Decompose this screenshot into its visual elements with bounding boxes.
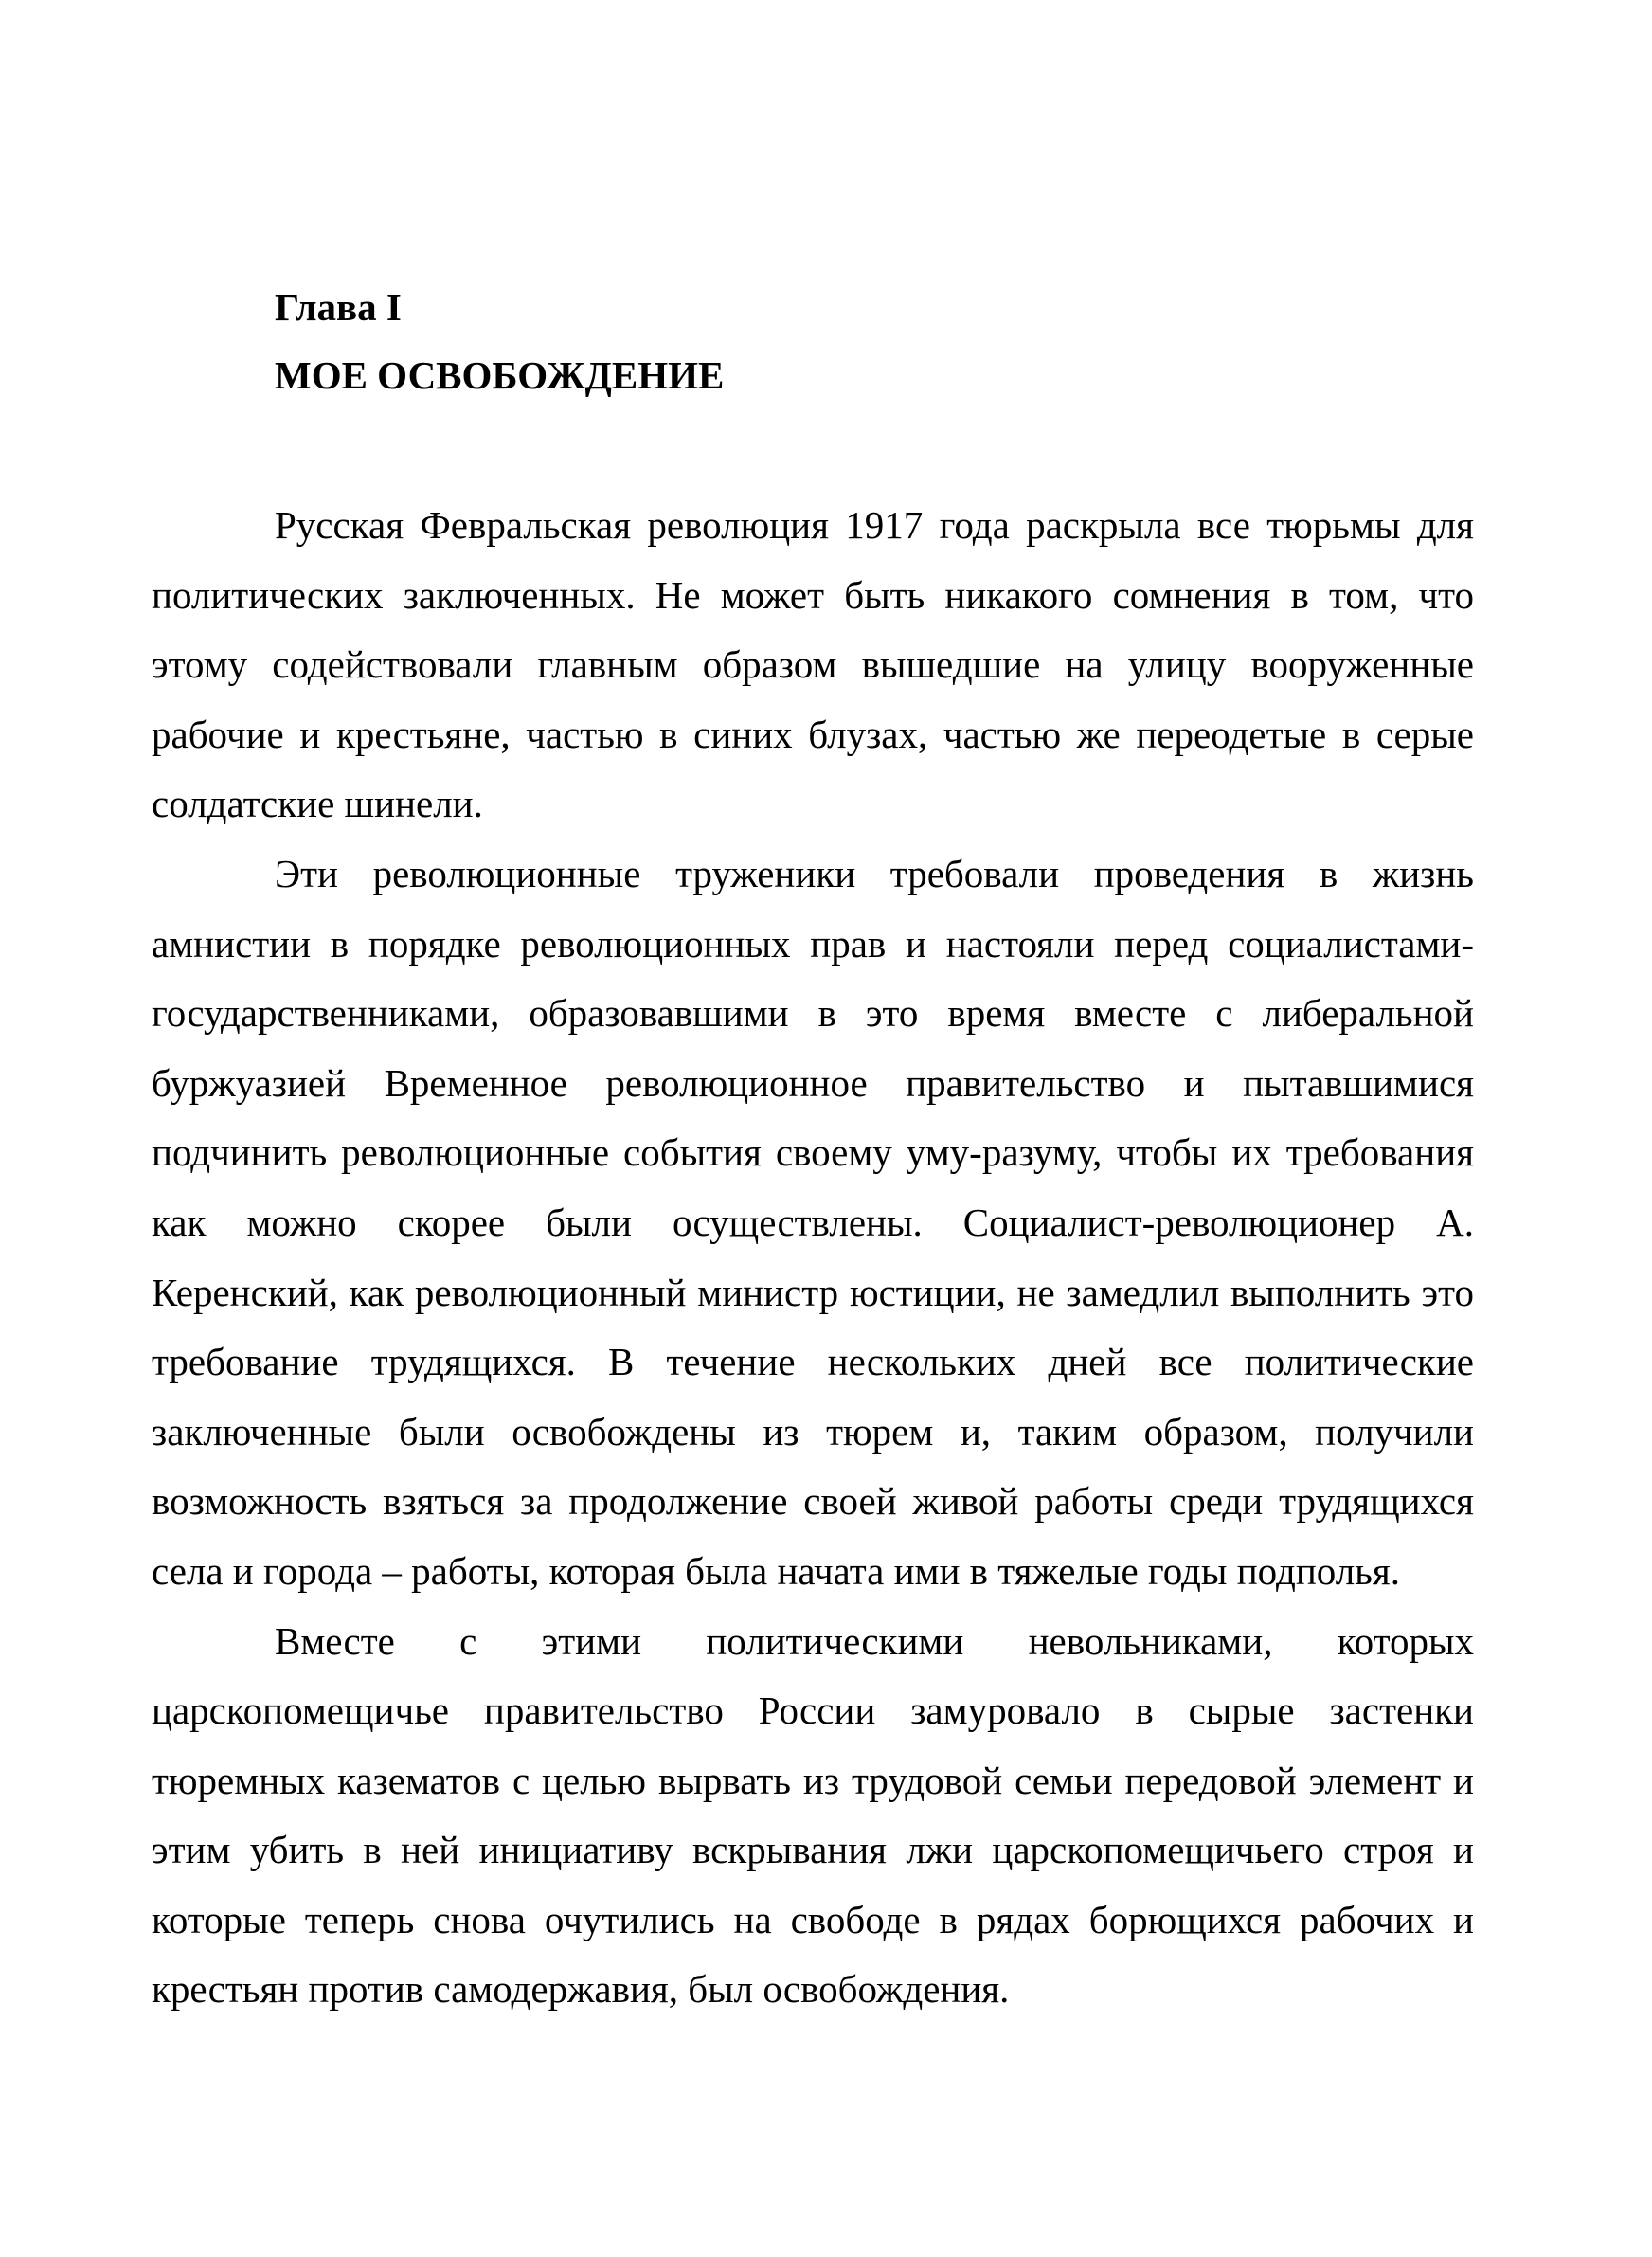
chapter-label: Глава I (275, 285, 402, 329)
paragraph: Вместе с этими политическими невольниками, которых царскопомещичье правительство России замуровало в сырые застенки тюремных казематов с целью вырвать из трудовой семьи передовой элемент и этим убить в ней инициативу вскрывания лжи царскопомещичьего строя и которые теперь снова очутились на свободе в рядах борющихся рабочих и крестьян против самодержавия, был освобождения. (152, 1618, 1474, 2012)
chapter-title: МОЕ ОСВОБОЖДЕНИЕ (275, 353, 725, 397)
paragraph: Эти революционные труженики требовали проведения в жизнь амнистии в порядке революционных прав и настояли перед социалистами-государственниками, образовавшими в это время вместе с либеральной буржуазией Временное революционное правительство и пытавшимися подчинить революционные события своему уму-разуму, чтобы их требования как можно скорее были осуществлены. Социалист-революционер А. Керенский, как революционный министр юстиции, не замедлил выполнить это требование трудящихся. В течение нескольких дней все политические заключенные были освобождены из тюрем и, таким образом, получили возможность взяться за продолжение своей живой работы среди трудящихся села и города – работы, которая была начата ими в тяжелые годы подполья. (152, 851, 1474, 1593)
paragraph: Русская Февральская революция 1917 года раскрыла все тюрьмы для политических заключенных. Не может быть никакого сомнения в том, что этому содействовали главным образом вышедшие на улицу вооруженные рабочие и крестьяне, частью в синих блузах, частью же переодетые в серые солдатские шинели. (152, 503, 1474, 826)
chapter-body (152, 491, 1474, 2025)
